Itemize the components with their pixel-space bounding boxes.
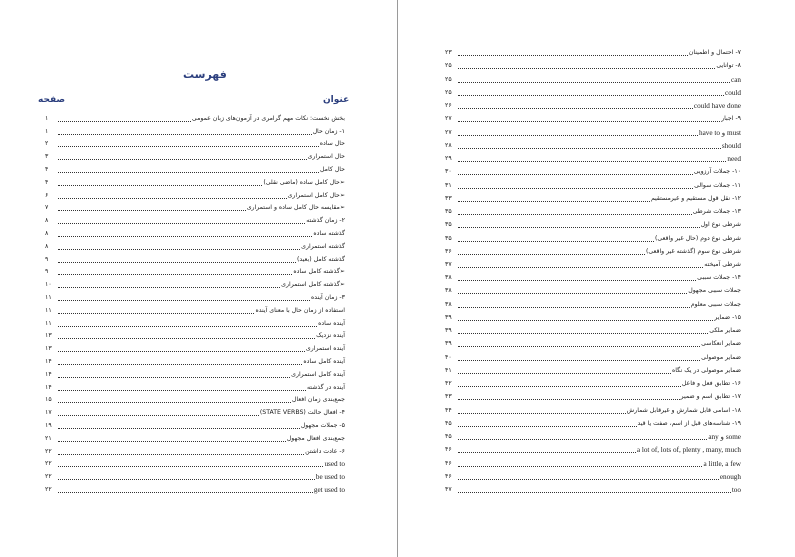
toc-page-number: ۳۵ [445,221,452,229]
toc-page-number: ۲۲ [45,460,52,468]
toc-entry-label: گذشته استمراری [301,242,345,250]
toc-entry[interactable] [45,457,345,470]
dot-leader [58,287,280,288]
toc-page-number: ۳۸ [445,287,452,295]
toc-entry-label: حال کامل [319,165,345,173]
toc-entry-label: ۱۶- تطابق فعل و فاعل [681,380,741,388]
toc-entry-label: ۱- زمان حال [312,127,345,135]
toc-entry[interactable] [445,336,741,349]
dot-leader [458,241,654,242]
dot-leader [458,148,721,149]
toc-page-number: ۲۶ [445,102,452,110]
toc-entry[interactable] [445,71,741,84]
toc-page-number: ۲۲ [45,485,52,493]
dot-leader [58,479,315,480]
toc-entry[interactable] [445,138,741,151]
toc-entry-label: ۱۸- اسامی قابل شمارش و غیرقابل شمارش [626,406,741,414]
toc-entry[interactable] [45,213,345,226]
toc-entry-label: too [731,485,741,494]
toc-page-number: ۴۵ [445,433,452,441]
toc-entry-label: ۲- زمان گذشته [306,217,345,225]
toc-entry[interactable] [45,175,345,188]
toc-page-number: ۴۷ [445,485,452,493]
dot-leader [458,108,693,109]
toc-page-number: ۱۳ [45,345,52,353]
toc-page-number: ۲۲ [45,447,52,455]
toc-page-number: ۲۷ [445,115,452,123]
toc-page-number: ۸ [45,217,49,225]
page-spine-divider [397,0,398,557]
toc-entry[interactable] [45,444,345,457]
dot-leader [458,214,692,215]
toc-entry[interactable] [45,162,345,175]
toc-page-number: ۳۷ [445,260,452,268]
toc-page-number: ۲۸ [445,141,452,149]
toc-entry-label: ۶- عادت داشتن [305,447,345,455]
toc-entry[interactable] [445,124,741,137]
toc-page-number: ۳۰ [445,168,452,176]
toc-entry-label: ضمایر موصولی [701,353,741,361]
toc-entry-label: enough [719,472,741,481]
toc-entry[interactable] [445,45,741,58]
toc-entry[interactable] [445,296,741,309]
toc-page-number: ۴۵ [445,419,452,427]
toc-entry-label: ۱۳- جملات شرطی [692,208,741,216]
toc-page-number: ۴۲ [445,380,452,388]
page-title: فهرست [183,68,227,81]
toc-entry-label: ۵- جملات مجهول [300,421,345,429]
toc-entry[interactable] [45,277,345,290]
toc-entry-label: should [721,141,741,150]
toc-entry[interactable] [445,310,741,323]
toc-entry-label: آینده کامل ساده [303,357,345,365]
dot-leader [58,172,319,173]
toc-entry[interactable] [45,252,345,265]
dot-leader [458,346,700,347]
toc-entry[interactable] [445,270,741,283]
toc-entry-label: شرطی نوع دوم (حال غیر واقعی) [654,234,741,242]
dot-leader [458,82,730,83]
toc-page-number: ۴۶ [445,446,452,454]
toc-entry-label: آینده در گذشته [306,383,345,391]
toc-page-number: ۳۹ [445,313,452,321]
toc-entry[interactable] [445,389,741,402]
toc-page-number: ۱۵ [45,396,52,404]
toc-entry[interactable] [445,469,741,482]
toc-entry[interactable] [445,177,741,190]
toc-entry[interactable] [445,164,741,177]
toc-entry-label: could [725,88,741,97]
toc-entry[interactable] [45,354,345,367]
toc-entry[interactable] [45,405,345,418]
dot-leader [58,236,312,237]
toc-entry-label: گذشته کامل (بعید) [297,255,345,263]
toc-entry[interactable] [445,244,741,257]
dot-leader [458,426,637,427]
toc-entry[interactable] [445,442,741,455]
toc-entry-label: ضمایر انعکاسی [701,340,741,348]
toc-page-number: ۱۳ [45,332,52,340]
toc-page-number: ۴۶ [445,472,452,480]
toc-page-number: ۸ [45,229,49,237]
toc-page-number: ۱۷ [45,409,52,417]
toc-entry-label: ۷- احتمال و اطمینان [688,49,741,57]
toc-page-number: ۲۲ [45,473,52,481]
dot-leader [458,492,731,493]
toc-entry[interactable] [445,204,741,217]
toc-entry-label: ۱۷- تطابق اسم و ضمیر [680,393,741,401]
toc-page-number: ۳۸ [445,274,452,282]
toc-entry-label: ۹- اجبار [721,115,741,123]
dot-leader [58,326,317,327]
toc-page-number: ۱۱ [45,306,52,314]
toc-entry[interactable] [45,149,345,162]
toc-entry[interactable] [445,191,741,204]
dot-leader [58,377,290,378]
dot-leader [58,428,300,429]
dot-leader [458,227,700,228]
toc-entry-label: حال استمراری [307,153,345,161]
toc-entry-label: ➢حال کامل استمراری [287,191,345,199]
dot-leader [58,121,191,122]
dot-leader [58,198,287,199]
dot-leader [458,68,715,69]
dot-leader [458,188,693,189]
toc-page-number: ۲۵ [445,62,452,70]
toc-entry[interactable] [445,429,741,442]
dot-leader [458,201,650,202]
toc-page-number: ۳۸ [445,300,452,308]
toc-entry-label: ۴- افعال حالت (STATE VERBS) [259,409,345,417]
toc-entry[interactable] [445,151,741,164]
toc-entry-label: have to و must [698,128,741,137]
toc-page-number: ۱۴ [45,383,52,391]
toc-entry-label: a little, a few [703,459,741,468]
toc-entry-label: جملات سببی مجهول [688,287,741,295]
dot-leader [458,360,700,361]
toc-entry[interactable] [45,303,345,316]
dot-leader [458,254,645,255]
toc-entry-label: ➢گذشته کامل ساده [293,268,345,276]
toc-entry[interactable] [45,341,345,354]
dot-leader [58,338,315,339]
toc-entry[interactable] [45,482,345,495]
toc-entry[interactable] [45,380,345,393]
toc-entry[interactable] [45,431,345,444]
toc-page-number: ۴۰ [445,353,452,361]
dot-leader [458,307,690,308]
dot-leader [458,386,681,387]
dot-leader [458,479,719,480]
toc-page-number: ۶ [45,191,49,199]
toc-page-number: ۲۱ [45,434,52,442]
toc-page-number: ۱۱ [45,293,52,301]
dot-leader [458,320,713,321]
toc-entry-label: ۱۵- ضمایر [714,313,741,321]
toc-entry-label: ۱۹- شناسه‌های قبل از اسم، صفت یا قید [637,419,741,427]
toc-entry-label: بخش نخست: نکات مهم گرامری در آزمون‌های زبان عمومی [191,114,345,122]
toc-entry-label: be used to [315,473,345,482]
toc-page-number: ۳۵ [445,208,452,216]
dot-leader [58,415,259,416]
toc-page-number: ۹ [45,255,49,263]
toc-entry[interactable] [445,257,741,270]
dot-leader [58,351,305,352]
toc-entry-label: a lot of, lots of, plenty , many, much [636,446,741,455]
toc-entry[interactable] [445,98,741,111]
toc-page-number: ۱۴ [45,370,52,378]
dot-leader [458,174,693,175]
dot-leader [58,492,313,493]
dot-leader [458,333,708,334]
toc-entry-label: گذشته ساده [313,229,345,237]
toc-entry[interactable] [45,226,345,239]
dot-leader [58,146,319,147]
toc-entry[interactable] [445,455,741,468]
dot-leader [458,95,724,96]
dot-leader [458,452,636,453]
toc-page-number: ۲۷ [445,128,452,136]
toc-entry[interactable] [445,323,741,336]
toc-entry-label: ۱۲- نقل قول مستقیم و غیرمستقیم [650,194,741,202]
toc-page-number: ۸ [45,242,49,250]
toc-page-number: ۴۶ [445,459,452,467]
toc-entry-label: استفاده از زمان حال با معنای آینده [255,306,345,314]
toc-entry[interactable] [45,418,345,431]
dot-leader [458,466,702,467]
toc-page-number: ۳ [45,153,49,161]
toc-page-number: ۴۱ [445,366,452,374]
toc-entry-label: جملات سببی معلوم [690,300,741,308]
toc-entry-label: ضمایر ملکی [709,327,741,335]
toc-entry[interactable] [445,349,741,362]
dot-leader [58,249,300,250]
toc-entry[interactable] [45,393,345,406]
toc-entry[interactable] [445,283,741,296]
toc-entry-label: ۱۱- جملات سوالی [694,181,741,189]
dot-leader [58,159,307,160]
toc-page-number: ۳۹ [445,327,452,335]
right-toc-list [445,45,741,495]
toc-entry[interactable] [45,367,345,380]
toc-page-number: ۲۵ [445,88,452,96]
toc-entry-label: آینده ساده [318,319,345,327]
dot-leader [58,454,304,455]
toc-entry[interactable] [445,217,741,230]
dot-leader [58,441,286,442]
dot-leader [58,274,292,275]
toc-page-number: ۴۴ [445,406,452,414]
toc-page-number: ۴ [45,178,49,186]
toc-page-number: ۷ [45,204,49,212]
toc-entry[interactable] [45,188,345,201]
toc-entry[interactable] [445,376,741,389]
toc-entry-label: can [731,75,741,84]
dot-leader [458,161,726,162]
dot-leader [58,364,302,365]
dot-leader [58,134,312,135]
toc-entry-label: need [727,155,741,164]
toc-page-number: ۱۱ [45,319,52,327]
dot-leader [458,121,720,122]
toc-page-number: ۳۵ [445,234,452,242]
toc-entry[interactable] [45,201,345,214]
toc-entry[interactable] [445,85,741,98]
dot-leader [458,55,688,56]
toc-page-number: ۱ [45,114,49,122]
toc-entry-label: جمع‌بندی افعال مجهول [286,434,345,442]
toc-entry[interactable] [445,111,741,124]
toc-entry-label: ➢گذشته کامل استمراری [281,281,345,289]
toc-page-number: ۹ [45,268,49,276]
toc-page-number: ۱۰ [45,281,52,289]
toc-entry-label: ۸- توانایی [716,62,741,70]
toc-entry-label: شرطی نوع سوم (گذشته غیر واقعی) [645,247,741,255]
toc-page-number: ۱۴ [45,357,52,365]
toc-entry[interactable] [445,402,741,415]
toc-entry[interactable] [45,239,345,252]
toc-entry-label: ۳- زمان آینده [310,293,345,301]
dot-leader [458,373,671,374]
toc-entry-label: آینده استمراری [305,345,345,353]
toc-page-number: ۲۹ [445,155,452,163]
toc-entry-label: شرطی نوع اول [700,221,741,229]
toc-entry-label: شرطی آمیخته [704,260,741,268]
toc-page-number: ۳۶ [445,247,452,255]
toc-page-number: ۴ [45,165,49,173]
dot-leader [458,293,687,294]
toc-entry[interactable] [45,124,345,137]
dot-leader [458,413,626,414]
toc-page-number: ۴۳ [445,393,452,401]
toc-entry[interactable] [45,290,345,303]
dot-leader [58,223,305,224]
left-toc-list [45,111,345,495]
dot-leader [458,135,698,136]
toc-entry[interactable] [445,416,741,429]
column-header-title: عنوان [323,95,350,105]
toc-entry[interactable] [45,329,345,342]
toc-entry[interactable] [45,111,345,124]
dot-leader [58,313,254,314]
toc-entry-label: could have done [693,102,741,111]
dot-leader [58,466,323,467]
toc-entry-label: جمع‌بندی زمان افعال [291,396,345,404]
toc-entry-label: ۱۴- جملات سببی [697,274,741,282]
toc-entry-label: ۱۰- جملات آرزویی [693,168,741,176]
dot-leader [58,390,306,391]
dot-leader [458,439,707,440]
toc-page-number: ۳۳ [445,194,452,202]
toc-entry[interactable] [445,482,741,495]
toc-entry[interactable] [445,58,741,71]
dot-leader [58,300,310,301]
toc-entry-label: any و some [708,433,741,442]
dot-leader [458,267,703,268]
column-header-page: صفحه [38,95,66,105]
toc-page-number: ۲ [45,140,49,148]
dot-leader [58,185,262,186]
dot-leader [458,399,680,400]
toc-entry-label: get used to [313,485,345,494]
toc-entry-label: used to [324,460,345,469]
toc-page-number: ۳۹ [445,340,452,348]
toc-entry[interactable] [45,137,345,150]
toc-entry-label: آینده کامل استمراری [291,370,345,378]
toc-entry-label: آینده نزدیک [316,332,345,340]
toc-entry[interactable] [45,265,345,278]
toc-entry[interactable] [45,469,345,482]
toc-entry[interactable] [445,230,741,243]
toc-page-number: ۲۵ [445,75,452,83]
toc-entry-label: ➢مقایسه حال کامل ساده و استمراری [246,204,345,212]
dot-leader [58,210,246,211]
toc-entry-label: ضمایر موصولی در یک نگاه [672,366,741,374]
dot-leader [458,280,696,281]
toc-entry-label: حال ساده [319,140,345,148]
toc-page-number: ۳۱ [445,181,452,189]
dot-leader [58,402,291,403]
toc-page-number: ۱ [45,127,49,135]
toc-entry[interactable] [45,316,345,329]
toc-page-number: ۱۹ [45,421,52,429]
toc-page-number: ۲۳ [445,49,452,57]
toc-entry-label: ➢حال کامل ساده (ماضی نقلی) [263,178,345,186]
dot-leader [58,262,296,263]
toc-entry[interactable] [445,363,741,376]
